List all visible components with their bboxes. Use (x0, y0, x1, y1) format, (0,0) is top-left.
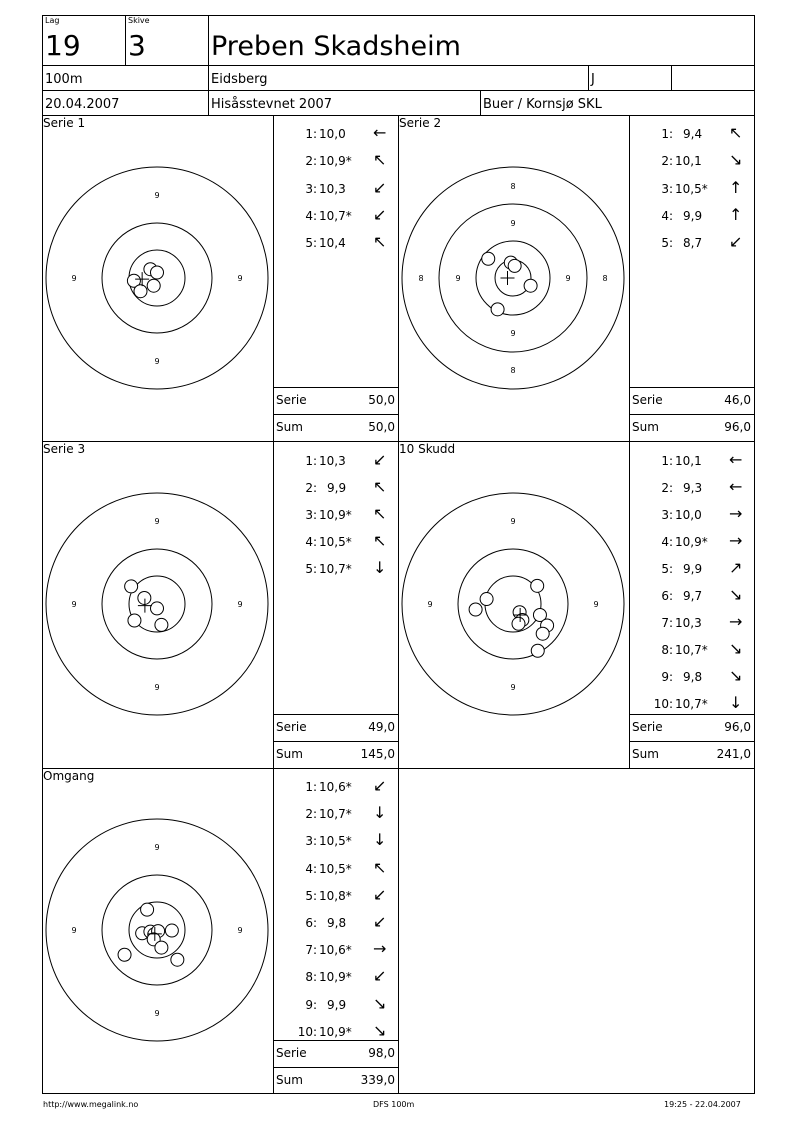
ring-label: 9 (427, 600, 433, 609)
shot-value: 10,5* (319, 861, 352, 876)
sum-value: 96,0 (724, 420, 751, 434)
footer-timestamp: 19:25 - 22.04.2007 (664, 1100, 741, 1109)
shot-value: 10,9* (319, 970, 352, 985)
shot-value: 9,8 (683, 670, 703, 684)
lag-label: Lag (45, 16, 60, 25)
shot-hole (536, 627, 549, 640)
shot-hole (125, 580, 138, 593)
shot-hole (524, 279, 537, 292)
shot-hole (155, 618, 168, 631)
shot-hole (482, 252, 495, 265)
shot-number: 2: (305, 154, 317, 169)
shot-number: 5: (661, 236, 673, 251)
ring-label: 8 (602, 274, 608, 283)
shot-hole (480, 593, 493, 606)
shot-hole (138, 591, 151, 604)
club: Eidsberg (211, 72, 268, 87)
sum-label: Sum (276, 747, 303, 761)
shot-value: 10,9* (319, 508, 352, 522)
shot-number: 10: (297, 1024, 317, 1039)
shot-direction-icon: ↖ (373, 857, 387, 877)
shot-number: 5: (305, 236, 317, 251)
shot-value: 10,7* (675, 643, 708, 657)
shot-direction-icon: ↓ (373, 830, 387, 850)
distance: 100m (45, 72, 83, 87)
shot-value: 10,1 (675, 454, 702, 468)
shot-number: 1: (661, 454, 673, 468)
shot-direction-icon: ↘ (373, 1020, 387, 1040)
shot-number: 3: (305, 508, 317, 522)
panel-title: Serie 3 (43, 442, 86, 456)
ring-label: 9 (154, 517, 160, 526)
ring-label: 9 (510, 683, 516, 692)
shot-direction-icon: → (373, 939, 387, 959)
shot-direction-icon: ↙ (373, 884, 387, 904)
ring-label: 8 (510, 366, 516, 375)
shot-value: 10,5* (319, 535, 352, 549)
shot-value: 9,9 (683, 208, 703, 223)
ring-label: 9 (154, 683, 160, 692)
shot-direction-icon: ↓ (729, 693, 743, 712)
panel-title: Serie 1 (43, 116, 86, 130)
shot-number: 7: (305, 943, 317, 958)
shot-number: 2: (305, 481, 317, 495)
shot-value: 9,9 (327, 481, 347, 495)
shot-number: 8: (305, 970, 317, 985)
shot-number: 7: (661, 616, 673, 630)
shot-hole (128, 614, 141, 627)
shot-value: 10,7* (319, 562, 352, 576)
shot-value: 9,8 (327, 916, 347, 930)
sum-label: Sum (276, 1073, 303, 1087)
serie-label: Serie (632, 720, 663, 734)
shot-value: 10,3 (319, 454, 346, 468)
shot-value: 10,1 (675, 154, 702, 169)
shot-value: 10,0 (675, 508, 702, 522)
panel-title: Omgang (43, 769, 95, 783)
shot-direction-icon: ↖ (729, 123, 743, 142)
shot-number: 10: (653, 697, 673, 711)
shot-value: 10,0 (319, 127, 346, 141)
class: J (591, 72, 595, 87)
shot-number: 3: (305, 181, 317, 196)
shot-hole (118, 948, 131, 961)
shot-direction-icon: ↘ (729, 666, 743, 685)
ring-label: 9 (71, 274, 77, 283)
ring-label: 9 (593, 600, 599, 609)
shot-hole (151, 602, 164, 615)
shot-direction-icon: ↓ (373, 803, 387, 823)
shot-number: 6: (305, 916, 317, 930)
shot-number: 4: (661, 208, 673, 223)
shot-value: 10,9* (319, 1024, 352, 1039)
shot-direction-icon: ↙ (373, 966, 387, 986)
shot-number: 2: (661, 154, 673, 169)
target-face (42, 489, 272, 719)
shot-direction-icon: ↖ (373, 150, 387, 170)
shot-number: 1: (305, 780, 317, 794)
shot-value: 10,7* (675, 697, 708, 711)
ring-label: 8 (510, 182, 516, 191)
shot-direction-icon: ↗ (729, 558, 743, 577)
sum-label: Sum (632, 420, 659, 434)
shot-direction-icon: ↘ (729, 639, 743, 658)
shot-hole (155, 941, 168, 954)
serie-label: Serie (276, 720, 307, 734)
shot-direction-icon: ↖ (373, 504, 387, 523)
shot-number: 8: (661, 643, 673, 657)
shot-value: 9,9 (327, 997, 347, 1012)
shot-direction-icon: ↙ (373, 450, 387, 469)
shot-number: 9: (305, 997, 317, 1012)
shot-value: 10,6* (319, 943, 352, 958)
shot-direction-icon: ↙ (373, 204, 387, 224)
shot-number: 5: (305, 888, 317, 903)
shot-direction-icon: ← (729, 477, 743, 496)
shot-value: 10,9* (675, 535, 708, 549)
ring-label: 9 (510, 329, 516, 338)
ring-label: 9 (455, 274, 461, 283)
shot-direction-icon: ↙ (729, 232, 743, 252)
shot-hole (491, 303, 504, 316)
ring-label: 9 (154, 1009, 160, 1018)
ring-label: 9 (237, 274, 243, 283)
ring-label: 9 (510, 517, 516, 526)
serie-value: 46,0 (724, 393, 751, 407)
sum-value: 339,0 (360, 1073, 395, 1087)
shot-direction-icon: ↑ (729, 204, 743, 224)
sum-value: 145,0 (360, 747, 395, 761)
footer-url[interactable]: http://www.megalink.no (43, 1100, 139, 1109)
shot-number: 1: (305, 454, 317, 468)
shot-direction-icon: ↙ (373, 177, 387, 197)
serie-label: Serie (632, 393, 663, 407)
ring-label: 9 (237, 926, 243, 935)
ring-label: 9 (154, 191, 160, 200)
ring-label: 9 (154, 357, 160, 366)
shot-direction-icon: ↓ (373, 558, 387, 577)
ring-label: 9 (71, 926, 77, 935)
shot-hole (171, 953, 184, 966)
shot-direction-icon: ← (373, 123, 387, 142)
target-ring (402, 493, 624, 715)
shot-number: 4: (305, 535, 317, 549)
shot-direction-icon: ↙ (373, 912, 387, 931)
location: Buer / Kornsjø SKL (483, 97, 602, 112)
shot-value: 10,4 (319, 236, 346, 251)
shot-number: 3: (305, 834, 317, 849)
shooter-name: Preben Skadsheim (211, 31, 461, 62)
serie-value: 49,0 (368, 720, 395, 734)
shot-direction-icon: ↑ (729, 177, 743, 197)
shot-number: 3: (661, 181, 673, 196)
sum-value: 50,0 (368, 420, 395, 434)
shot-direction-icon: ↖ (373, 232, 387, 252)
shot-value: 9,4 (683, 127, 703, 141)
shot-value: 10,9* (319, 154, 352, 169)
shot-value: 10,8* (319, 888, 352, 903)
shot-hole (141, 903, 154, 916)
shot-value: 10,7* (319, 208, 352, 223)
shot-hole (531, 579, 544, 592)
shot-direction-icon: ← (729, 450, 743, 469)
shot-direction-icon: ↖ (373, 477, 387, 496)
shot-direction-icon: → (729, 531, 743, 550)
shot-hole (469, 603, 482, 616)
shot-value: 9,9 (683, 562, 703, 576)
serie-value: 50,0 (368, 393, 395, 407)
target-face (42, 163, 272, 393)
shot-number: 3: (661, 508, 673, 522)
shot-value: 8,7 (683, 236, 703, 251)
shot-number: 2: (661, 481, 673, 495)
panel-title: Serie 2 (399, 116, 442, 130)
ring-label: 9 (565, 274, 571, 283)
shot-value: 10,3 (675, 616, 702, 630)
shot-value: 10,5* (675, 181, 708, 196)
shot-value: 10,3 (319, 181, 346, 196)
shot-direction-icon: → (729, 504, 743, 523)
shot-number: 4: (305, 208, 317, 223)
shot-hole (151, 266, 164, 279)
shot-direction-icon: ↘ (729, 585, 743, 604)
shot-number: 4: (305, 861, 317, 876)
shot-number: 2: (305, 807, 317, 822)
serie-label: Serie (276, 1046, 307, 1060)
shot-hole (531, 644, 544, 657)
lag-value: 19 (45, 29, 81, 62)
target-face (398, 163, 628, 393)
shot-direction-icon: ↘ (373, 993, 387, 1013)
shot-hole (512, 617, 525, 630)
footer-title: DFS 100m (373, 1100, 415, 1109)
shot-value: 9,7 (683, 589, 703, 603)
sum-label: Sum (276, 420, 303, 434)
ring-label: 9 (154, 843, 160, 852)
shot-hole (147, 279, 160, 292)
shot-hole (508, 259, 521, 272)
shot-hole (134, 285, 147, 298)
skive-value: 3 (128, 29, 146, 62)
shot-hole (165, 924, 178, 937)
shot-number: 1: (661, 127, 673, 141)
skive-label: Skive (128, 16, 150, 25)
shot-number: 5: (305, 562, 317, 576)
shot-number: 1: (305, 127, 317, 141)
target-face (398, 489, 628, 719)
ring-label: 8 (418, 274, 424, 283)
serie-label: Serie (276, 393, 307, 407)
ring-label: 9 (71, 600, 77, 609)
shot-direction-icon: ↘ (729, 150, 743, 170)
shot-value: 10,7* (319, 807, 352, 822)
shot-direction-icon: ↖ (373, 531, 387, 550)
group-center-mark (501, 271, 515, 285)
serie-value: 98,0 (368, 1046, 395, 1060)
shot-value: 10,6* (319, 780, 352, 794)
shot-value: 9,3 (683, 481, 703, 495)
shot-direction-icon: ↙ (373, 776, 387, 795)
date: 20.04.2007 (45, 97, 120, 112)
sum-label: Sum (632, 747, 659, 761)
shot-value: 10,5* (319, 834, 352, 849)
shot-number: 6: (661, 589, 673, 603)
shot-number: 5: (661, 562, 673, 576)
shot-number: 9: (661, 670, 673, 684)
ring-label: 9 (510, 219, 516, 228)
serie-value: 96,0 (724, 720, 751, 734)
sum-value: 241,0 (716, 747, 751, 761)
panel-title: 10 Skudd (399, 442, 456, 456)
shot-number: 4: (661, 535, 673, 549)
ring-label: 9 (237, 600, 243, 609)
target-face (42, 815, 272, 1045)
shot-direction-icon: → (729, 612, 743, 631)
event: Hisåsstevnet 2007 (211, 97, 333, 112)
